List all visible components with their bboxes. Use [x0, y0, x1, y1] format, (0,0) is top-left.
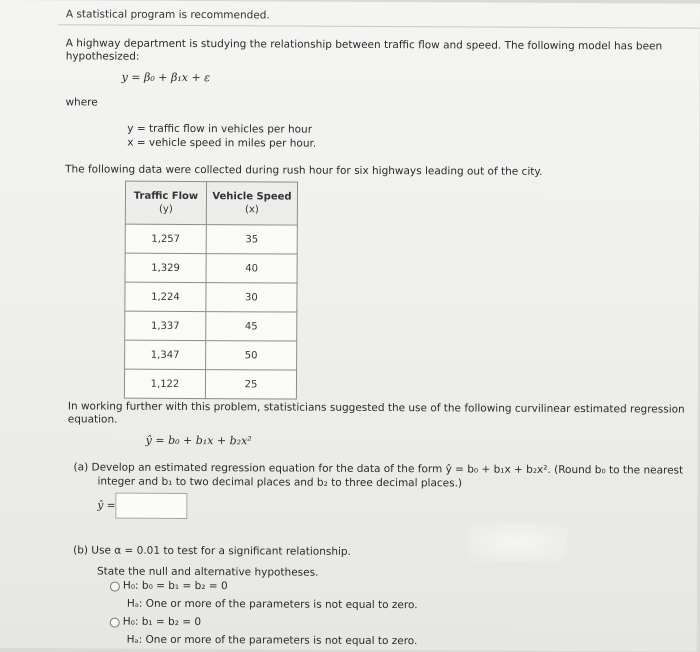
where-label: where [65, 96, 98, 109]
traffic-flow-cell: 1,122 [124, 369, 205, 398]
intro-text-line1: A highway department is studying the relationship between traffic flow and speed. The following model has been [65, 37, 663, 53]
data-lead-text: The following data were collected during rush hour for six highways leading out of the city. [65, 163, 543, 178]
photo-glare [467, 522, 567, 563]
table-row [125, 224, 297, 254]
vehicle-speed-cell: 50 [206, 341, 297, 370]
vehicle-speed-cell: 45 [206, 312, 297, 341]
column-header-symbol: (y) [159, 203, 173, 215]
answer-yhat-label: ŷ = [97, 499, 116, 512]
traffic-flow-cell: 1,329 [125, 253, 206, 282]
vehicle-speed-cell: 25 [205, 370, 296, 399]
table-row [125, 253, 297, 283]
traffic-flow-cell: 1,257 [125, 224, 206, 253]
instruction-header: A statistical program is recommended. [65, 8, 270, 22]
table-row [125, 340, 297, 370]
intro-text-line2: hypothesized: [65, 50, 140, 63]
part-a-question-line1: (a) Develop an estimated regression equation for the data of the form ŷ = b₀ + b₁x + b₂x². (Round b₀ to the nearest [73, 461, 684, 477]
model-equation: y = β₀ + β₁x + ε [121, 70, 211, 85]
further-text-line2: equation. [67, 413, 118, 426]
hypothesis-option-1-alternative: Hₐ: One or more of the parameters is not equal to zero. [126, 597, 418, 612]
hypothesis-option-2-radio[interactable] [110, 618, 120, 628]
column-header-vehicle-speed [206, 182, 297, 225]
vehicle-speed-cell: 35 [206, 225, 297, 254]
definition-y: y = traffic flow in vehicles per hour [127, 122, 313, 136]
vehicle-speed-cell: 30 [206, 283, 297, 312]
traffic-flow-cell: 1,347 [125, 340, 206, 369]
column-header-symbol: (x) [245, 204, 259, 216]
part-a-question-line2: integer and b₁ to two decimal places and b₂ to three decimal places.) [97, 475, 463, 490]
definition-x: x = vehicle speed in miles per hour. [127, 136, 317, 150]
part-b-question-line2: State the null and alternative hypotheses. [96, 565, 319, 579]
data-table [124, 181, 298, 400]
traffic-flow-cell: 1,337 [125, 311, 206, 340]
column-header-traffic-flow [125, 181, 206, 224]
table-row [125, 282, 297, 312]
hypothesis-option-1-radio[interactable] [110, 582, 120, 592]
column-header-title: Traffic Flow [133, 190, 199, 203]
hypothesis-option-2-alternative: Hₐ: One or more of the parameters is not equal to zero. [126, 633, 418, 648]
hypothesis-option-2-null[interactable]: H₀: b₁ = b₂ = 0 [122, 615, 202, 629]
header-divider [58, 24, 700, 28]
table-row [125, 311, 297, 341]
further-text-line1: In working further with this problem, statisticians suggested the use of the following curvilinear estimated regression [67, 400, 685, 416]
column-header-title: Vehicle Speed [212, 191, 292, 203]
part-b-question-line1: (b) Use α = 0.01 to test for a significant relationship. [73, 544, 351, 558]
traffic-flow-cell: 1,224 [125, 282, 206, 311]
regression-equation-input[interactable] [115, 493, 187, 519]
curvilinear-equation: ŷ = b₀ + b₁x + b₂x² [145, 433, 252, 448]
hypothesis-option-1-null[interactable]: H₀: b₀ = b₁ = b₂ = 0 [122, 579, 228, 593]
vehicle-speed-cell: 40 [206, 254, 297, 283]
table-row [124, 369, 296, 399]
